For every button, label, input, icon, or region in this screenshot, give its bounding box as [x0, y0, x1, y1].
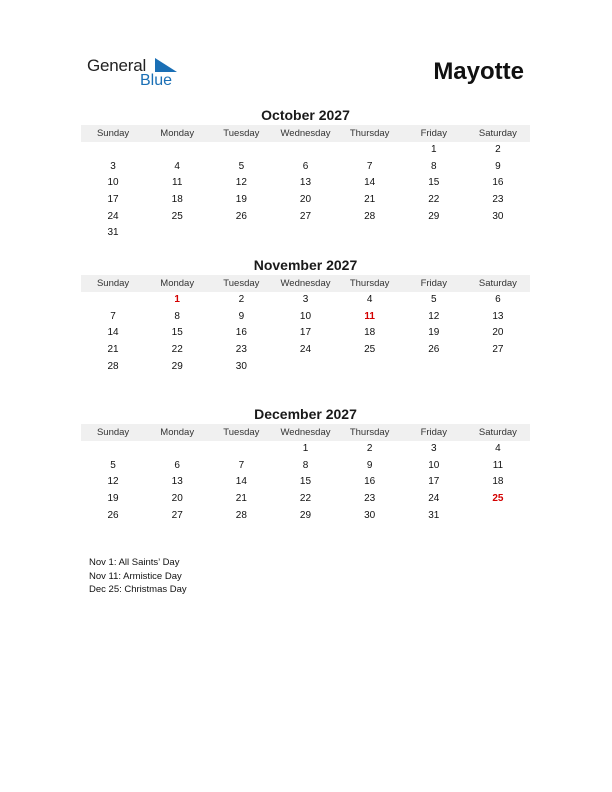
month-grid [81, 292, 530, 375]
day-cell: 29 [299, 509, 312, 521]
logo-triangle-icon [155, 58, 177, 72]
weekday-label: Sunday [96, 427, 130, 438]
day-cell: 3 [430, 443, 437, 454]
day-cell: 22 [299, 493, 312, 505]
day-cell [338, 359, 402, 376]
day-cell: 2 [495, 144, 501, 155]
day-cell [402, 359, 466, 376]
day-cell: 24 [299, 344, 312, 356]
day-cell: 10 [299, 310, 312, 322]
weekday-header [81, 125, 530, 142]
month-november [81, 256, 530, 375]
day-cell [338, 225, 402, 242]
day-cell: 15 [299, 476, 312, 488]
day-cell [466, 359, 530, 376]
day-cell: 8 [174, 310, 180, 322]
day-cell: 4 [495, 443, 501, 454]
day-cell: 3 [110, 160, 116, 172]
day-cell: 25 [364, 344, 376, 356]
holiday-item: Dec 25: Christmas Day [89, 584, 187, 595]
day-cell: 13 [492, 310, 504, 322]
day-cell: 6 [174, 459, 180, 471]
day-cell: 9 [366, 459, 373, 471]
day-cell: 23 [492, 194, 504, 206]
day-cell: 7 [238, 459, 245, 471]
holiday-item: Nov 1: All Saints’ Day [89, 557, 180, 568]
holiday-item: Nov 11: Armistice Day [89, 570, 182, 582]
day-cell: 18 [364, 327, 376, 339]
day-cell: 19 [107, 493, 119, 505]
day-cell: 14 [235, 476, 247, 488]
day-cell: 21 [235, 493, 247, 505]
day-cell: 8 [302, 459, 309, 471]
day-cell [145, 441, 209, 458]
weekday-label: Wednesday [280, 128, 331, 139]
day-cell: 19 [235, 194, 247, 206]
month-grid [81, 441, 530, 524]
week-row [81, 342, 530, 359]
logo-text-blue: Blue [140, 72, 173, 89]
day-cell: 14 [364, 177, 376, 189]
weekday-label: Thursday [349, 128, 390, 139]
day-cell: 26 [428, 344, 440, 356]
day-cell: 1 [302, 443, 309, 454]
day-cell: 4 [174, 160, 180, 172]
week-row [81, 508, 530, 525]
day-cell: 3 [302, 294, 309, 305]
month-october [81, 106, 530, 242]
day-cell: 16 [492, 177, 504, 189]
country-title: Mayotte [433, 58, 524, 85]
day-cell: 22 [171, 344, 183, 356]
week-row [81, 325, 530, 342]
weekday-label: Friday [420, 427, 447, 438]
day-cell: 4 [366, 294, 373, 305]
day-cell [81, 142, 145, 159]
day-cell: 28 [235, 509, 247, 521]
day-cell: 12 [428, 310, 440, 322]
day-cell: 9 [238, 310, 245, 322]
day-cell: 11 [492, 459, 504, 471]
month-december [81, 405, 530, 524]
day-cell [402, 225, 466, 242]
day-cell: 23 [235, 344, 247, 356]
day-cell [273, 359, 337, 376]
day-cell: 17 [428, 476, 440, 488]
weekday-label: Saturday [478, 278, 517, 289]
day-cell [209, 142, 273, 159]
day-cell [145, 142, 209, 159]
weekday-label: Thursday [349, 278, 390, 289]
day-cell [81, 292, 145, 309]
month-title: November 2027 [253, 257, 358, 273]
week-row [81, 292, 530, 309]
week-row [81, 175, 530, 192]
week-row [81, 159, 530, 176]
weekday-label: Saturday [478, 427, 517, 438]
day-cell: 5 [238, 160, 245, 172]
day-cell: 25 [171, 210, 183, 222]
day-cell: 27 [492, 344, 504, 356]
weekday-label: Sunday [96, 278, 130, 289]
day-cell: 21 [107, 344, 119, 356]
day-cell: 29 [171, 360, 183, 372]
day-cell: 9 [495, 160, 501, 172]
day-cell [209, 225, 273, 242]
day-cell: 24 [107, 210, 119, 222]
week-row [81, 142, 530, 159]
month-title: October 2027 [261, 107, 350, 123]
day-cell: 29 [428, 210, 440, 222]
weekday-label: Thursday [349, 427, 390, 438]
day-cell: 12 [235, 177, 247, 189]
month-title: December 2027 [254, 406, 357, 422]
day-cell: 17 [107, 194, 119, 206]
day-cell: 11 [172, 177, 183, 189]
day-cell [145, 225, 209, 242]
day-cell: 13 [171, 476, 183, 488]
day-cell: 2 [238, 294, 245, 305]
day-cell: 14 [107, 327, 119, 339]
day-cell: 31 [428, 509, 440, 521]
week-row [81, 474, 530, 491]
day-cell: 1 [174, 294, 180, 305]
day-cell: 23 [364, 493, 376, 505]
brand-logo [87, 56, 187, 92]
day-cell: 11 [364, 310, 375, 322]
day-cell [273, 142, 337, 159]
day-cell [466, 225, 530, 242]
day-cell: 21 [364, 194, 376, 206]
weekday-label: Tuesday [223, 427, 260, 438]
day-cell: 7 [366, 160, 373, 172]
day-cell: 22 [428, 194, 440, 206]
week-row [81, 225, 530, 242]
weekday-label: Sunday [96, 128, 130, 139]
day-cell: 5 [110, 459, 116, 471]
weekday-label: Wednesday [280, 427, 331, 438]
day-cell: 6 [495, 294, 501, 305]
week-row [81, 192, 530, 209]
day-cell: 20 [171, 493, 183, 505]
day-cell: 19 [428, 327, 440, 339]
day-cell: 28 [107, 360, 119, 372]
day-cell [273, 225, 337, 242]
day-cell: 5 [430, 294, 437, 305]
week-row [81, 309, 530, 326]
day-cell: 2 [366, 443, 373, 454]
day-cell: 1 [430, 144, 437, 155]
day-cell: 20 [299, 194, 312, 206]
day-cell: 7 [110, 310, 116, 322]
weekday-label: Friday [420, 278, 447, 289]
week-row [81, 359, 530, 376]
day-cell [338, 142, 402, 159]
day-cell [81, 441, 145, 458]
logo-text-general: General [87, 56, 147, 75]
day-cell: 10 [107, 177, 119, 189]
day-cell [466, 508, 530, 525]
week-row [81, 441, 530, 458]
day-cell: 27 [171, 509, 183, 521]
day-cell: 27 [299, 210, 312, 222]
day-cell: 18 [171, 194, 183, 206]
day-cell: 31 [107, 227, 119, 239]
day-cell [209, 441, 273, 458]
weekday-label: Monday [160, 427, 195, 438]
day-cell: 30 [364, 509, 376, 521]
day-cell: 16 [235, 327, 247, 339]
weekday-label: Tuesday [223, 278, 260, 289]
weekday-header [81, 275, 530, 292]
day-cell: 18 [492, 476, 504, 488]
week-row [81, 458, 530, 475]
day-cell: 10 [428, 459, 440, 471]
month-grid [81, 142, 530, 242]
weekday-label: Monday [160, 278, 195, 289]
day-cell: 8 [430, 160, 437, 172]
weekday-label: Saturday [478, 128, 517, 139]
weekday-label: Tuesday [223, 128, 260, 139]
week-row [81, 209, 530, 226]
day-cell: 12 [107, 476, 119, 488]
day-cell: 6 [302, 160, 309, 172]
weekday-label: Monday [160, 128, 195, 139]
day-cell: 30 [492, 210, 504, 222]
day-cell: 30 [235, 360, 247, 372]
week-row [81, 491, 530, 508]
day-cell: 26 [235, 210, 247, 222]
day-cell: 20 [492, 327, 504, 339]
day-cell: 13 [299, 177, 312, 189]
weekday-label: Friday [420, 128, 447, 139]
holiday-list [89, 556, 187, 597]
day-cell: 24 [428, 493, 440, 505]
day-cell: 26 [107, 509, 119, 521]
day-cell: 15 [171, 327, 183, 339]
day-cell: 16 [364, 476, 376, 488]
weekday-label: Wednesday [280, 278, 331, 289]
weekday-header [81, 424, 530, 441]
day-cell: 15 [428, 177, 440, 189]
day-cell: 25 [492, 493, 504, 505]
day-cell: 17 [299, 327, 312, 339]
day-cell: 28 [364, 210, 376, 222]
